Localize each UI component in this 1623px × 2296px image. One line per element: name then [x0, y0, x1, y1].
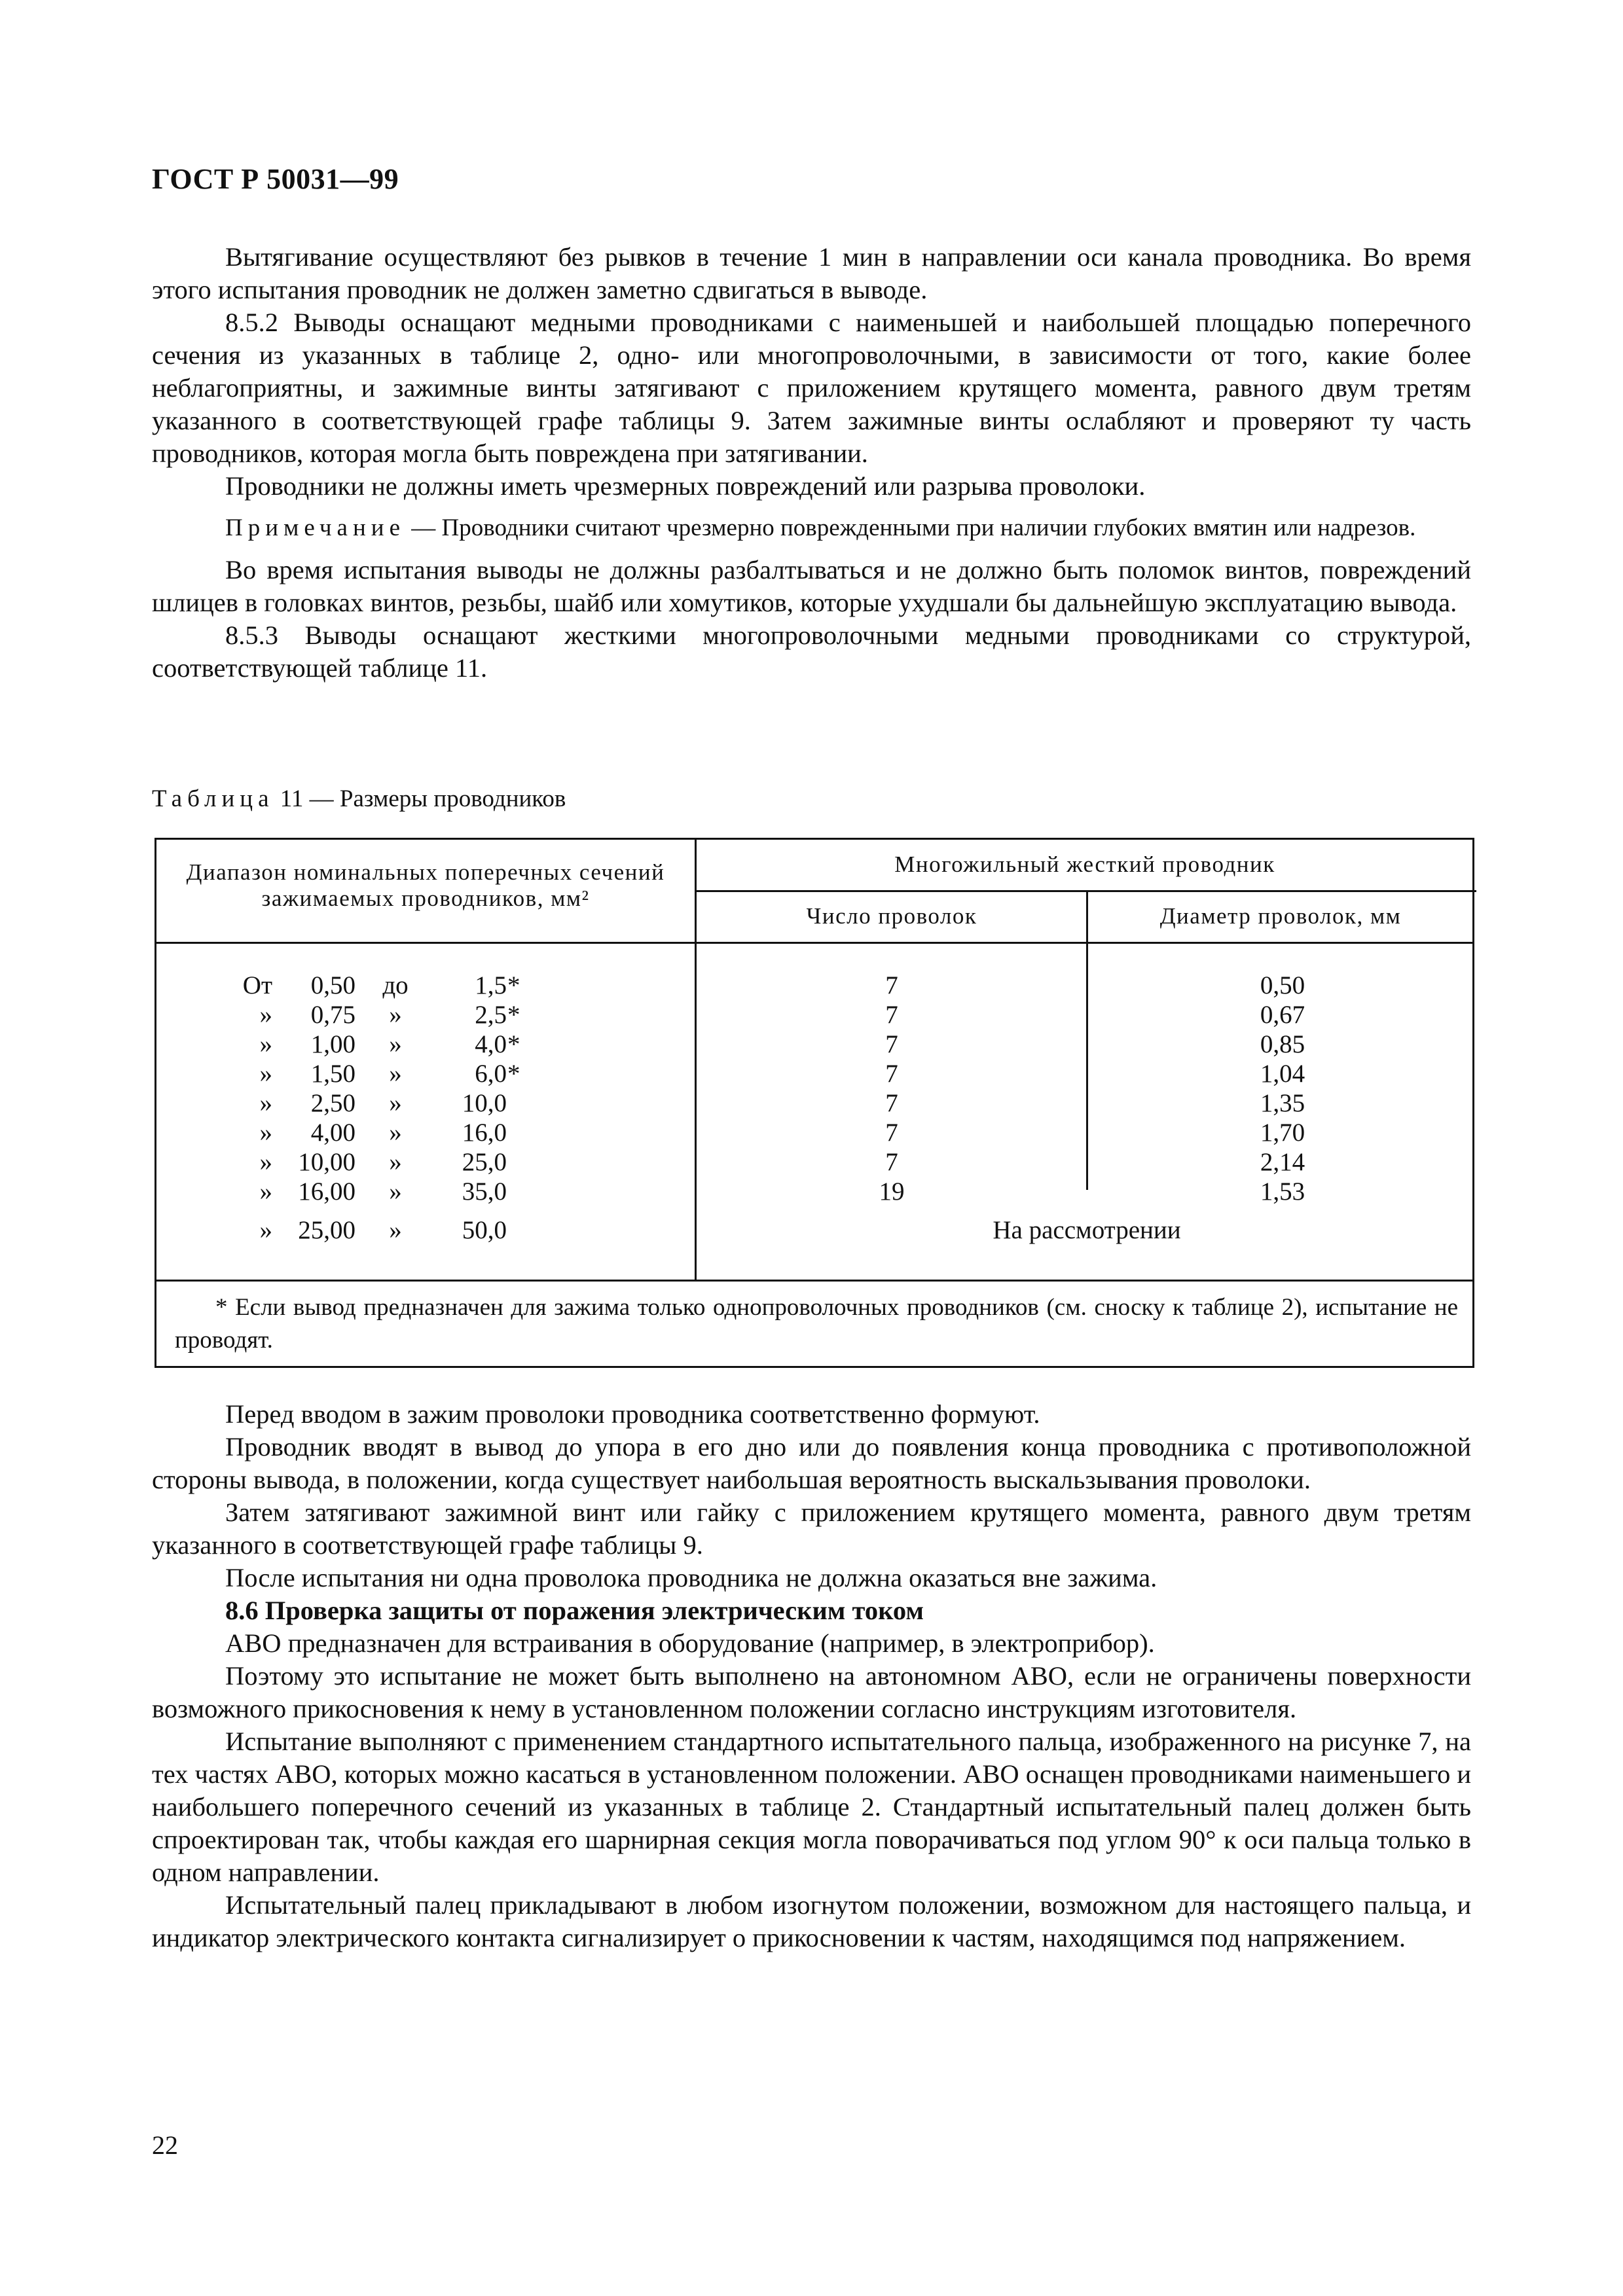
table-row	[156, 1059, 695, 1088]
text-block-bottom	[152, 1398, 1471, 1954]
table-row	[156, 1000, 695, 1030]
table-row	[156, 971, 695, 1000]
range-from: »	[259, 1001, 272, 1029]
count-cell: 7	[885, 1119, 898, 1147]
count-cell: 19	[879, 1177, 905, 1206]
count-cell: 7	[885, 1001, 898, 1029]
paragraph: АВО предназначен для встраивания в оборудование (например, в электроприбор).	[225, 1628, 1155, 1658]
table-footnote: * Если вывод предназначен для зажима только однопроволочных проводников (см. сноску к таблице 2), испытание не проводят.	[175, 1294, 1458, 1354]
range-from: »	[259, 1119, 272, 1147]
range-max: 1,5	[475, 971, 507, 999]
range-from: »	[259, 1060, 272, 1088]
range-min: 4,00	[310, 1119, 356, 1147]
text-block-top	[152, 241, 1471, 685]
table-caption	[152, 783, 566, 816]
diameter-cell: 1,35	[1260, 1089, 1305, 1117]
table-row	[156, 1118, 695, 1147]
range-max: 25,0	[462, 1148, 507, 1176]
range-min: 10,00	[298, 1148, 356, 1176]
header-diameter: Диаметр проволок, мм	[1159, 903, 1402, 929]
count-column	[697, 971, 1086, 1206]
footnote-mark: *	[507, 1001, 520, 1029]
paragraph: Поэтому это испытание не может быть выполнено на автономном АВО, если не ограничены поверхности возможного прикосновения к нему в установленном положении согласно инструкциям изготовителя.	[152, 1661, 1471, 1723]
note-label: Примечание	[225, 514, 405, 541]
range-to: »	[389, 1177, 402, 1206]
count-cell: 7	[885, 1030, 898, 1058]
range-to: »	[389, 1030, 402, 1058]
range-to: »	[389, 1089, 402, 1117]
diameter-cell: 1,53	[1260, 1177, 1305, 1206]
table-caption-text: 11 — Размеры проводников	[274, 785, 566, 812]
paragraph: Вытягивание осуществляют без рывков в течение 1 мин в направлении оси канала проводника. Во время этого испытания проводник не должен заметно сдвигаться в выводе.	[152, 242, 1471, 304]
range-max: 6,0	[475, 1060, 507, 1088]
paragraph: Затем затягивают зажимной винт или гайку с приложением крутящего момента, равного двум третям указанного в соответствующей графе таблицы 9.	[152, 1498, 1471, 1560]
under-review-cell: На рассмотрении	[993, 1216, 1181, 1244]
table-row	[156, 1088, 695, 1118]
table-row	[156, 1030, 695, 1059]
paragraph: Во время испытания выводы не должны разбалтываться и не должно быть поломок винтов, повреждений шлицев в головках винтов, резьбы, шайб или хомутиков, которые ухудшали бы дальнейшую эксплуатацию вывода.	[152, 555, 1471, 617]
diameter-cell: 0,85	[1260, 1030, 1305, 1058]
range-min: 2,50	[310, 1089, 356, 1117]
range-to: »	[389, 1148, 402, 1176]
range-to: »	[389, 1060, 402, 1088]
range-to: до	[382, 971, 409, 999]
table-row	[156, 1177, 695, 1206]
footnote-mark: *	[507, 1060, 520, 1088]
range-max: 2,5	[475, 1001, 507, 1029]
page-number: 22	[152, 2130, 178, 2160]
table-caption-label: Таблица	[152, 785, 274, 812]
range-max: 10,0	[462, 1089, 507, 1117]
table-divider	[1086, 890, 1088, 1190]
range-max: 35,0	[462, 1177, 507, 1206]
count-cell: 7	[885, 1060, 898, 1088]
header-group: Многожильный жесткий проводник	[894, 852, 1275, 877]
range-to: »	[389, 1001, 402, 1029]
range-min: 0,50	[310, 971, 356, 999]
range-max: 16,0	[462, 1119, 507, 1147]
range-from: »	[259, 1089, 272, 1117]
count-cell: 7	[885, 1148, 898, 1176]
range-to: »	[389, 1119, 402, 1147]
section-heading: 8.6 Проверка защиты от поражения электрическим током	[225, 1596, 924, 1625]
table-divider	[156, 1280, 1472, 1282]
range-max: 4,0	[475, 1030, 507, 1058]
range-from: »	[259, 1216, 272, 1244]
range-min: 0,75	[310, 1001, 356, 1029]
range-min: 25,00	[298, 1216, 356, 1244]
conductor-sizes-table	[155, 838, 1474, 1368]
range-from: »	[259, 1148, 272, 1176]
count-cell: 7	[885, 971, 898, 999]
range-min: 1,00	[310, 1030, 356, 1058]
paragraph: 8.5.2 Выводы оснащают медными проводниками с наименьшей и наибольшей площадью поперечного сечения из указанных в таблице 2, одно- или многопроволочными, в зависимости от того, какие более неблагоприятны, и зажимные винты затягивают с приложением крутящего момента, равного двум третям указанного в соответствующей графе таблицы 9. Затем зажимные винты ослабляют и проверяют ту часть проводников, которая могла быть повреждена при затягивании.	[152, 308, 1471, 468]
paragraph: Испытание выполняют с применением стандартного испытательного пальца, изображенного на рисунке 7, на тех частях АВО, которых можно касаться в установленном положении. АВО оснащен проводниками наименьшего и наибольшего поперечного сечений из указанных в таблице 2. Стандартный испытательный палец должен быть спроектирован так, чтобы каждая его шарнирная секция могла поворачиваться под углом 90° к оси пальца только в одном направлении.	[152, 1727, 1471, 1887]
note	[152, 512, 1471, 545]
footnote-mark: *	[507, 1030, 520, 1058]
range-from: От	[242, 971, 272, 999]
document-header: ГОСТ Р 50031—99	[152, 163, 399, 195]
table-row	[156, 1147, 695, 1177]
note-text: — Проводники считают чрезмерно поврежденными при наличии глубоких вмятин или надрезов.	[405, 514, 1416, 541]
range-to: »	[389, 1216, 402, 1244]
header-count: Число проволок	[806, 903, 977, 929]
diameter-column	[1089, 971, 1476, 1206]
range-min: 16,00	[298, 1177, 356, 1206]
range-column	[156, 971, 695, 1245]
paragraph: Проводник вводят в вывод до упора в его дно или до появления конца проводника с противоположной стороны вывода, в положении, когда существует наибольшая вероятность выскальзывания проволоки.	[152, 1432, 1471, 1494]
table-divider	[695, 840, 697, 1280]
paragraph: Перед вводом в зажим проволоки проводника соответственно формуют.	[225, 1399, 1040, 1429]
range-from: »	[259, 1177, 272, 1206]
paragraph: После испытания ни одна проволока проводника не должна оказаться вне зажима.	[225, 1563, 1158, 1592]
diameter-cell: 0,67	[1260, 1001, 1305, 1029]
paragraph: Испытательный палец прикладывают в любом изогнутом положении, возможном для настоящего пальца, и индикатор электрического контакта сигнализирует о прикосновении к частям, находящимся под напряжением.	[152, 1890, 1471, 1952]
range-min: 1,50	[310, 1060, 356, 1088]
count-cell: 7	[885, 1089, 898, 1117]
range-from: »	[259, 1030, 272, 1058]
diameter-cell: 2,14	[1260, 1148, 1305, 1176]
diameter-cell: 0,50	[1260, 971, 1305, 999]
paragraph: 8.5.3 Выводы оснащают жесткими многопроволочными медными проводниками со структурой, соответствующей таблице 11.	[152, 620, 1471, 683]
diameter-cell: 1,04	[1260, 1060, 1305, 1088]
table-divider	[695, 890, 1476, 892]
table-row	[156, 1215, 695, 1245]
diameter-cell: 1,70	[1260, 1119, 1305, 1147]
table-divider	[156, 942, 1472, 944]
header-range: Диапазон номинальных поперечных сечений зажимаемых проводников, мм²	[186, 859, 665, 911]
footnote-mark: *	[507, 971, 520, 999]
range-max: 50,0	[462, 1216, 507, 1244]
paragraph: Проводники не должны иметь чрезмерных повреждений или разрыва проволоки.	[225, 471, 1146, 501]
